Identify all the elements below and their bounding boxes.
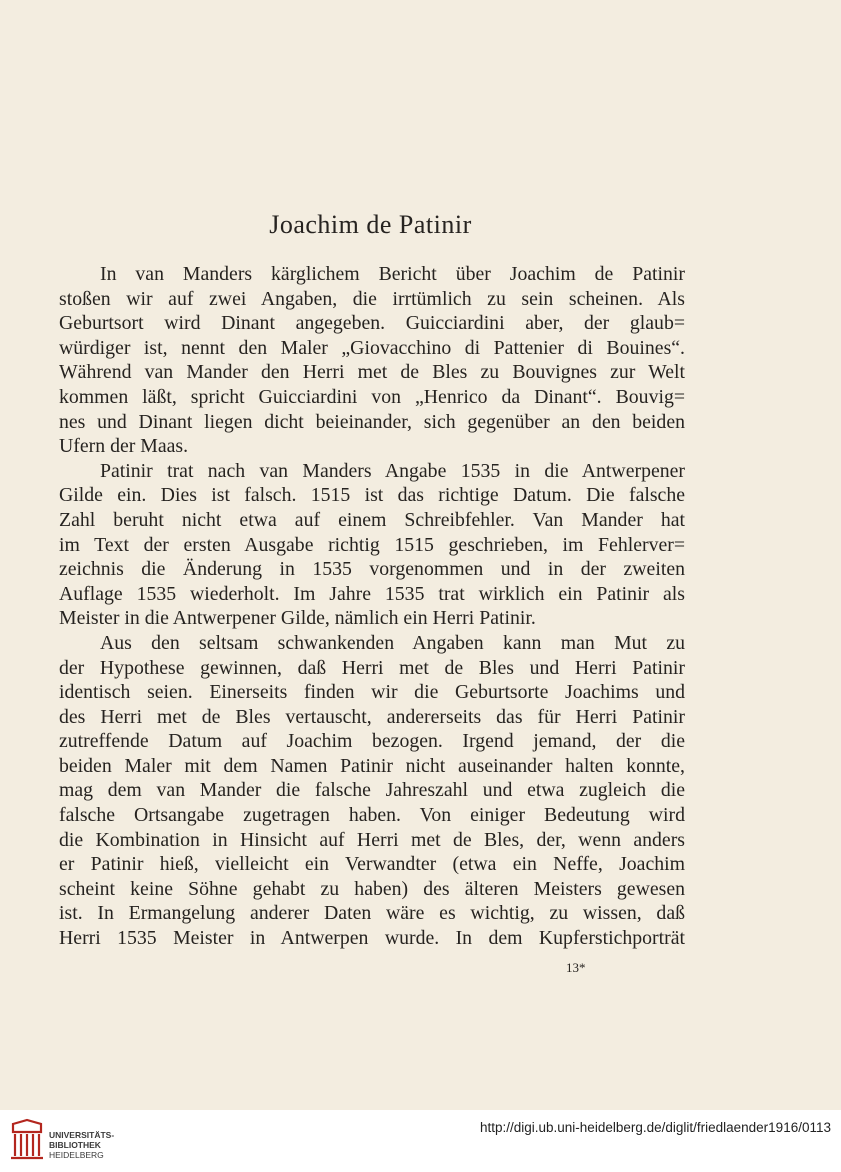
- text-line: beiden Maler mit dem Namen Patinir nicht auseinander halten konnte,: [59, 754, 685, 777]
- text-line: scheint keine Söhne gehabt zu haben) des älteren Meisters gewesen: [59, 877, 685, 900]
- text-line: würdiger ist, nennt den Maler „Giovacchino di Pattenier di Bouines“.: [59, 336, 685, 359]
- text-line: stoßen wir auf zwei Angaben, die irrtümlich zu sein scheinen. Als: [59, 287, 685, 310]
- text-line: Gilde ein. Dies ist falsch. 1515 ist das richtige Datum. Die falsche: [59, 484, 685, 507]
- text-line: er Patinir hieß, vielleicht ein Verwandter (etwa ein Neffe, Joachim: [59, 853, 685, 876]
- text-line: mag dem van Mander die falsche Jahreszahl und etwa zugleich die: [59, 779, 685, 802]
- library-name: [49, 1130, 114, 1160]
- library-name-line2: BIBLIOTHEK: [49, 1140, 101, 1150]
- permalink-url[interactable]: http://digi.ub.uni-heidelberg.de/diglit/friedlaender1916/0113: [479, 1120, 831, 1135]
- text-line: Meister in die Antwerpener Gilde, nämlich ein Herri Patinir.: [59, 607, 536, 630]
- page-number: 13*: [566, 960, 586, 975]
- text-line: zutreffende Datum auf Joachim bezogen. Irgend jemand, der die: [59, 730, 685, 753]
- text-line: In van Manders kärglichem Bericht über Joachim de Patinir: [100, 263, 685, 285]
- text-line: des Herri met de Bles vertauscht, andererseits das für Herri Patinir: [59, 705, 685, 728]
- library-seal-icon: [9, 1118, 45, 1162]
- library-logo[interactable]: [9, 1118, 129, 1166]
- text-line: falsche Ortsangabe zugetragen haben. Von einiger Bedeutung wird: [59, 804, 685, 827]
- text-line: der Hypothese gewinnen, daß Herri met de Bles und Herri Patinir: [59, 656, 685, 679]
- text-line: Ufern der Maas.: [59, 435, 189, 458]
- text-line: nes und Dinant liegen dicht beieinander, sich gegenüber an den beiden: [59, 410, 685, 433]
- text-line: Während van Mander den Herri met de Bles zu Bouvignes zur Welt: [59, 361, 685, 384]
- body-text: [59, 262, 685, 951]
- text-line: Geburtsort wird Dinant angegeben. Guicciardini aber, der glaub=: [59, 312, 685, 335]
- page-title: [0, 210, 741, 240]
- library-name-line3: HEIDELBERG: [49, 1150, 104, 1160]
- text-line: Patinir trat nach van Manders Angabe 1535 in die Antwerpener: [100, 459, 685, 482]
- text-line: kommen läßt, spricht Guicciardini von „Henrico da Dinant“. Bouvig=: [59, 385, 685, 408]
- text-line: im Text der ersten Ausgabe richtig 1515 geschrieben, im Fehlerver=: [59, 533, 685, 556]
- text-line: Zahl beruht nicht etwa auf einem Schreibfehler. Van Mander hat: [59, 508, 685, 531]
- text-line: Herri 1535 Meister in Antwerpen wurde. In dem Kupferstichporträt: [59, 927, 685, 950]
- text-line: Aus den seltsam schwankenden Angaben kann man Mut zu: [100, 631, 685, 654]
- page-title-text: Joachim de Patinir: [269, 210, 472, 239]
- text-line: ist. In Ermangelung anderer Daten wäre es wichtig, zu wissen, daß: [59, 902, 685, 925]
- text-line: identisch seien. Einerseits finden wir die Geburtsorte Joachims und: [59, 681, 685, 704]
- text-line: zeichnis die Änderung in 1535 vorgenommen und in der zweiten: [59, 558, 685, 581]
- text-line: Auflage 1535 wiederholt. Im Jahre 1535 trat wirklich ein Patinir als: [59, 582, 685, 605]
- text-line: die Kombination in Hinsicht auf Herri met de Bles, der, wenn anders: [59, 828, 685, 851]
- viewer-footer: [0, 1110, 841, 1172]
- library-name-line1: UNIVERSITÄTS-: [49, 1130, 115, 1140]
